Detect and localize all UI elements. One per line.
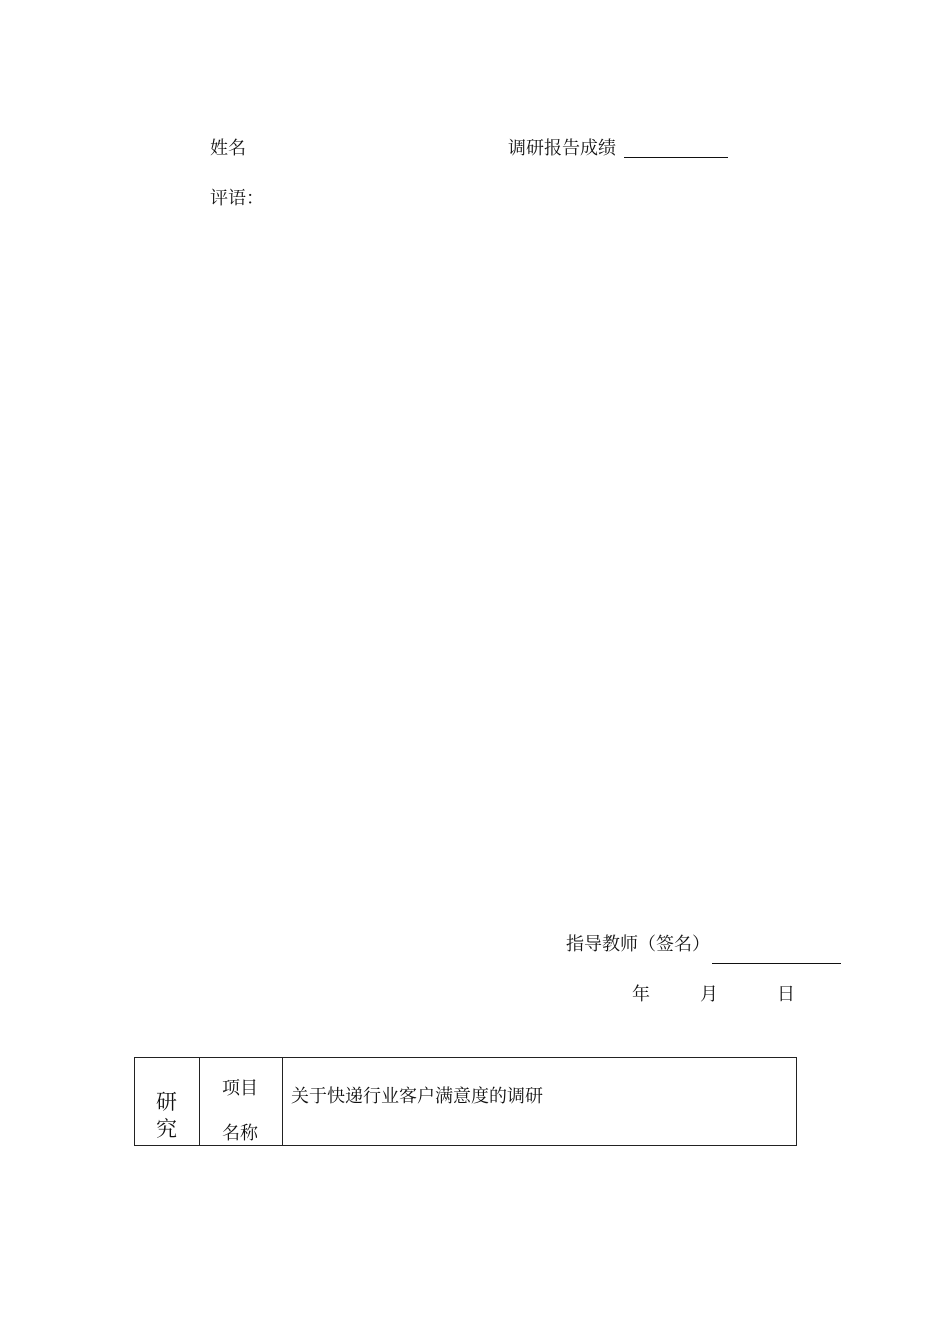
day-label: 日 — [777, 984, 795, 1005]
teacher-signature-line[interactable] — [712, 963, 841, 964]
teacher-signature-label: 指导教师（签名） — [566, 934, 710, 955]
score-blank-line[interactable] — [624, 157, 728, 158]
project-name-value[interactable]: 关于快递行业客户满意度的调研 — [291, 1086, 543, 1107]
name-label: 姓名 — [210, 138, 246, 159]
year-label: 年 — [632, 984, 650, 1005]
comment-area[interactable] — [210, 215, 830, 905]
section-char-1: 研 — [156, 1090, 177, 1114]
project-info-table — [134, 1057, 797, 1146]
table-divider-1 — [199, 1058, 200, 1145]
section-char-2: 究 — [156, 1117, 177, 1141]
field-label-line2: 名称 — [222, 1123, 258, 1144]
field-label-line1: 项目 — [222, 1078, 258, 1099]
score-label: 调研报告成绩 — [508, 138, 616, 159]
comment-label: 评语： — [210, 188, 264, 209]
table-divider-2 — [282, 1058, 283, 1145]
month-label: 月 — [700, 984, 718, 1005]
